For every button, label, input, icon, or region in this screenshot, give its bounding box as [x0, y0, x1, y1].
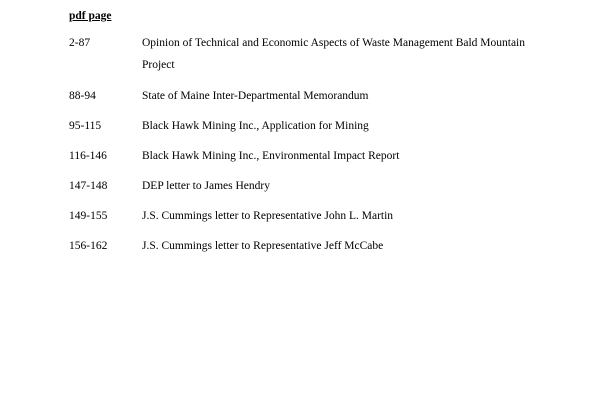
column-heading-pdf-page: pdf page	[69, 10, 112, 22]
list-item	[69, 237, 549, 277]
page-range: 147-148	[69, 180, 108, 192]
page-range: 156-162	[69, 240, 108, 252]
document-title: Opinion of Technical and Economic Aspects of Waste Management Bald Mountain Project	[142, 37, 526, 71]
page-range: 149-155	[69, 210, 108, 222]
document-title: State of Maine Inter-Departmental Memorandum	[142, 90, 369, 102]
document-title: DEP letter to James Hendry	[142, 180, 270, 192]
list-item	[69, 34, 549, 74]
document-title: Black Hawk Mining Inc., Application for Mining	[142, 120, 369, 132]
page-range: 116-146	[69, 150, 107, 162]
document-title: Black Hawk Mining Inc., Environmental Impact Report	[142, 150, 400, 162]
document-title: J.S. Cummings letter to Representative Jeff McCabe	[142, 240, 384, 252]
page-range: 2-87	[69, 37, 91, 49]
page-range: 95-115	[69, 120, 102, 132]
page-range: 88-94	[69, 90, 96, 102]
document-title: J.S. Cummings letter to Representative John L. Martin	[142, 210, 394, 222]
